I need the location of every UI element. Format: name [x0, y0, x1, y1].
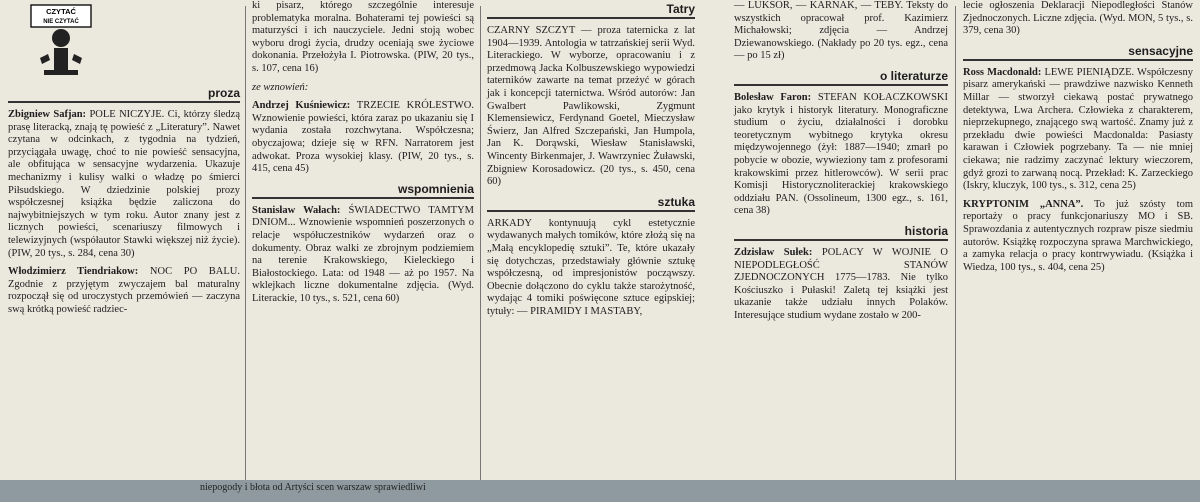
article-entry [734, 0, 948, 63]
entry-text: To już szósty tom reportaży o pracy funkcjonariuszy MO i SB. Sprawozdania z autentycznych rozpraw pisze siedmiu autorów. Książkę rozpoczyna sprawa Marchwickiego, a zamyka relacja o pracy kontrwywiadu. (Książka i Wiedza, 100 tys., s. 404, cena 25) [963, 198, 1194, 273]
entry-text: ki pisarz, którego szczególnie interesuje problematyka moralna. Bohaterami tej powieści są maturzyści i ich nauczyciele. Jedni stoją wobec wyboru drogi życia, drudzy oceniają swe życiowe dokonania. Przełożyła I. Piotrowska. (PIW, 20 tys., s. 107, cena 16) [252, 0, 474, 74]
entry-text: POLACY W WOJNIE O NIEPODLEGŁOŚĆ STANÓW ZJEDNOCZONYCH 1775—1783. Nie tylko Kościuszko i Pułaski! Zaletą tej książki jest ukazanie także udziału innych Polaków. Interesujące studium wydane zostało w 200- [734, 246, 948, 321]
column-3 [487, 0, 695, 324]
column-2 [252, 0, 474, 311]
section-header-historia: historia [734, 224, 948, 241]
entry-text: lecie ogłoszenia Deklaracji Niepodległości Stanów Zjednoczonych. Liczne zdjęcia. (Wyd. MON, 5 tys., s. 379, cena 30) [963, 0, 1193, 37]
entry-author: Włodzimierz Tiendriakow: [8, 266, 139, 278]
column-5 [963, 0, 1193, 280]
entry-text: CZARNY SZCZYT — proza taternicka z lat 1904—1939. Antologia w tatrzańskiej serii Wyd. Literackiego. W wyborze, opracowaniu i z przedmową Jacka Kolbuszewskiego wypowiedzi taterników zawarte na temat przeżyć w górach jak i koncepcji taternictwa. Wśród autorów: Jan Gwalbert Pawlikowski, Zygmunt Klemensiewicz, Ferdynand Goetel, Mieczysław Świerz, Jan Alfred Szczepański, Jan Humpola, Jan K. Dorąwski, Wiesław Stanisławski, Wincenty Birkenmajer, J. Wawrzyniec Żuławski, Zbigniew Korosadowicz. (20 tys., s. 450, cena 60) [487, 25, 695, 188]
entry-text: ŚWIADECTWO TAMTYM DNIOM... Wznowienie wspomnień poszerzonych o relacje współuczestników wydarzeń oraz o dokumenty. Obraz walki ze zbrojnym podziemiem na terenie Krakowskiego, Kieleckiego i Białostockiego. Lata: od 1948 — aż po 1957. Na wklejkach liczne dokumentalne zdjęcia. (Wyd. Literackie, 10 tys., s. 521, cena 60) [252, 204, 475, 304]
logo-drawing [30, 4, 92, 84]
section-header-sensacyjne: sensacyjne [963, 44, 1193, 61]
entry-author: ze wznowień: [252, 81, 309, 93]
bottom-strip-text: niepogody i błota od Artyści scen warszaw sprawiedliwi [200, 482, 426, 493]
article-entry [734, 92, 948, 218]
article-entry [8, 109, 240, 260]
column-4 [734, 0, 948, 328]
entry-author: Bolesław Faron: [734, 91, 812, 103]
entry-text: POLE NICZYJE. Ci, którzy śledzą prasę literacką, znają tę powieść z „Literatury”. Nawet czytana w odcinkach, z tygodnia na tydzień, przyciągała uwagę, choć to nie powieść sensacyjna, ale obfitująca w sensacyjne wydarzenia. Ukazuje mechanizmy i kulisy walki o władzę po śmierci Piłsudskiego. W dziedzinie polskiej prozy współczesnej książka będzie zaliczona do najwybitniejszych w tym roku. Autor znany jest z licznych powieści, scenariuszy filmowych i telewizyjnych (współautor Stawki większej niż życie). (PIW, 20 tys., s. 284, cena 30) [8, 109, 240, 259]
article-entry [963, 67, 1193, 193]
entry-text: LEWE PIENIĄDZE. Współczesny pisarz amerykański — prawdziwe nazwisko Kenneth Millar — stworzył ciekawą postać prywatnego detektywa, Lwa Archera. Człowieka z charakterem, nieprzekupnego, znającego swą wartość. Znamy już z przekładu dwie powieści Macdonalda: Pasiasty karawan i Człowiek pogrzebany. Ta — nie mniej ciekawa; nie radzimy zaczynać lektury wieczorem, gdyż grozi to zarwaną nocą. Przekład: K. Zarzeckiego (Iskry, kluczyk, 100 tys., s. 312, cena 25) [963, 66, 1193, 192]
article-entry [487, 25, 695, 189]
article-entry [252, 100, 474, 176]
czytac-nie-czytac-logo [30, 4, 92, 84]
entry-text: NOC PO BALU. Zgodnie z przyjętym zwyczajem bal maturalny rozpoczął się od uroczystych przemówień — zaczyna swą krótką powieść radziec- [8, 266, 241, 315]
entry-author: KRYPTONIM „ANNA”. [963, 198, 1084, 210]
entry-text: TRZECIE KRÓLESTWO. Wznowienie powieści, która zaraz po ukazaniu się I wydania została rozchwytana. Współczesna; obyczajowa; dzieje się w RFN. Narratorem jest adwokat. Proza wysokiej klasy. (PIW, 20 tys., s. 415, cena 45) [252, 100, 475, 175]
article-entry [734, 247, 948, 323]
section-header-sztuka: sztuka [487, 195, 695, 212]
entry-author: Andrzej Kuśniewicz: [252, 100, 351, 112]
logo-line-2: NIE CZYTAĆ [43, 19, 79, 25]
entry-text: — LUKSOR, — KARNAK, — TEBY. Teksty do wszystkich opracował prof. Kazimierz Michałowski; zdjęcia — Andrzej Dziewanowskiego. (Nakłady po 20 tys. egz., cena — po 15 zł) [734, 0, 948, 62]
column-1 [8, 0, 240, 323]
article-entry [252, 205, 474, 306]
section-header-proza: proza [8, 86, 240, 103]
entry-author: Zdzisław Sułek: [734, 246, 813, 258]
column-rule [245, 6, 246, 480]
section-header-o-literaturze: o literaturze [734, 69, 948, 86]
bottom-strip [0, 480, 1200, 502]
section-header-wspomnienia: wspomnienia [252, 182, 474, 199]
column-rule [955, 6, 956, 480]
article-entry [963, 199, 1193, 275]
section-header-tatry: Tatry [487, 2, 695, 19]
article-entry [8, 266, 240, 316]
column-rule [480, 6, 481, 480]
entry-author: Stanisław Wałach: [252, 204, 341, 216]
entry-author: Ross Macdonald: [963, 66, 1042, 78]
logo-line-1: CZYTAĆ [46, 7, 76, 16]
article-entry [963, 0, 1193, 38]
article-entry [252, 82, 474, 95]
article-entry [252, 0, 474, 76]
article-entry [487, 218, 695, 319]
entry-text: STEFAN KOŁACZKOWSKI jako krytyk i historyk literatury. Monograficzne studium o życiu, działalności i dorobku teoretycznym wybitnego krytyka okresu międzywojennego (żył: 1887—1940; zmarł po pobycie w obozie, wywieziony tam z profesorami krakowskimi przez hitlerowców). W serii prac Komisji Historycznoliterackiej krakowskiego oddziału PAN. (Ossolineum, 1300 egz., s. 161, cena 38) [734, 91, 949, 217]
entry-author: Zbigniew Safjan: [8, 109, 87, 120]
entry-text: ARKADY kontynuują cykl estetycznie wydawanych małych tomików, które złożą się na „Małą encyklopedię sztuki”. Te, które ukazały się dotychczas, przedstawiały głównie sztukę współczesną, od impresjonistów począwszy. Obecnie dołączono do cyklu także starożytność, wydając 4 tomiki poświęcone sztuce egipskiej; tytuły: — PIRAMIDY I MASTABY, [487, 217, 695, 317]
